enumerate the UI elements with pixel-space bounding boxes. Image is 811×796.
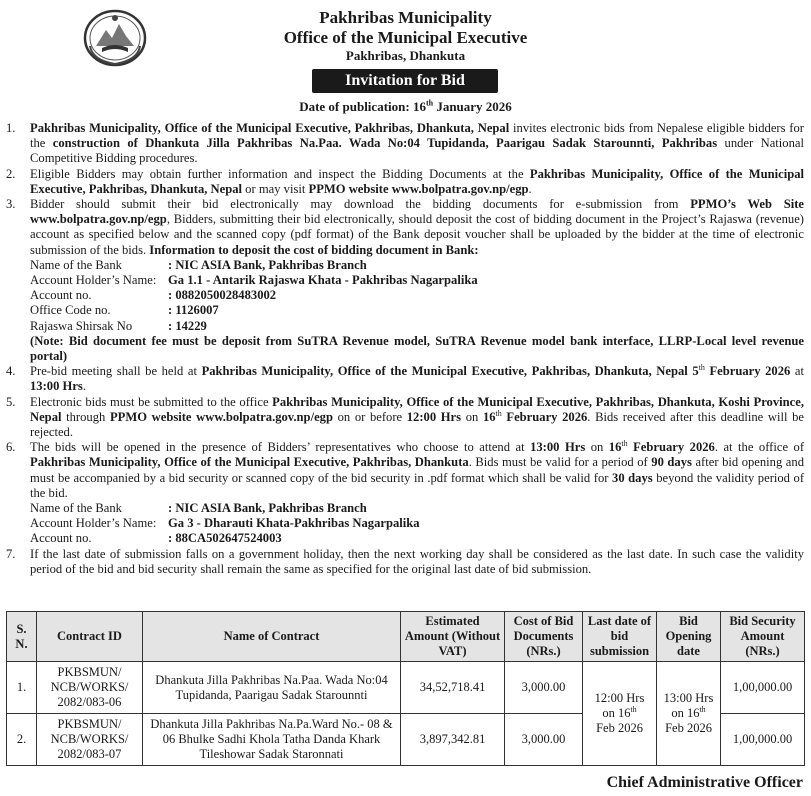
list-item: 1. Pakhribas Municipality, Office of the Municipal Executive, Pakhribas, Dhankuta, Nepal invites electronic bids from Nepalese eligible bidders for the construction of Dhankuta Jilla Pakhribas Na.Paa. Wada No:04 Tupidanda, Paarigau Sadak Starounnti, Pakhribas under National Competitive Bidding procedures. — [6, 121, 804, 166]
account-holder-row: Account Holder’s Name: Ga 3 - Dharauti Khata-Pakhribas Nagarpalika — [30, 516, 420, 531]
office-code-row: Office Code no. : 1126007 — [30, 303, 219, 318]
signatory-title: Chief Administrative Officer — [606, 774, 803, 791]
account-holder-row: Account Holder’s Name: Ga 1.1 - Antarik Rajaswa Khata - Pakhribas Nagarpalika — [30, 273, 478, 288]
list-item: 4. Pre-bid meeting shall be held at Pakhribas Municipality, Office of the Municipal Executive, Pakhribas, Dhankuta, Nepal 5th February 2026 at 13:00 Hrs. — [6, 363, 804, 394]
col-sn: S. N. — [7, 612, 37, 662]
table-row: 2. PKBSMUN/ NCB/WORKS/ 2082/083-07 Dhankuta Jilla Pakhribas Na.Pa.Ward No.- 08 & 06 Bhulke Sadhi Khola Tatha Danda Khark Tileshowar Sadak Staronnati 3,897,342.81 3,000.00 1,00,000.00 — [7, 714, 805, 766]
notice-title-badge: Invitation for Bid — [312, 69, 498, 93]
list-item: 6. The bids will be opened in the presence of Bidders’ representatives who choose to attend at 13:00 Hrs on 16th February 2026. at the office of Pakhribas Municipality, Office of the Municipal Executive, Pakhribas, Dhankuta. Bids must be valid for a period of 90 days after bid opening and must be accompanied by a bid security or scanned copy of the bid security in .pdf format which shall be valid for 30 days beyond the validity period of the bid. Name of the Bank : NIC ASIA Bank, Pakhribas Branch Account Holder’s Name: Ga 3 - Dharauti Khata-Pakhribas Nagarpalika Account no. : 88CA502647524003 — [6, 439, 805, 546]
list-item: 5. Electronic bids must be submitted to the office Pakhribas Municipality, Office of the Municipal Executive, Pakhribas, Dhankuta, Koshi Province, Nepal through PPMO website www.bolpatra.gov.np/egp on or before 12:00 Hrs on 16th February 2026. Bids received after this deadline will be rejected. — [6, 394, 805, 440]
bank-name-row: Name of the Bank : NIC ASIA Bank, Pakhribas Branch — [30, 501, 367, 516]
col-last-date: Last date of bid submission — [583, 612, 657, 662]
list-item: 7. If the last date of submission falls on a government holiday, then the next working day shall be considered as the last date. In such case the validity period of the bid and bid security shall remain the same as specified for the original last date of bid submission. — [6, 546, 804, 576]
table-row: 1. PKBSMUN/ NCB/WORKS/ 2082/083-06 Dhankuta Jilla Pakhribas Na.Paa. Wada No:04 Tupidanda, Paarigau Sadak Starounnti 34,52,718.41 3,000.00 12:00 Hrs on 16th Feb 2026 13:00 Hrs on 16th Feb 2026 1,00,000.00 — [7, 662, 805, 714]
contracts-table — [6, 611, 805, 766]
col-document-cost: Cost of Bid Documents (NRs.) — [505, 612, 583, 662]
last-submission-date: 12:00 Hrs on 16th Feb 2026 — [583, 662, 657, 766]
office-name: Office of the Municipal Executive — [283, 28, 528, 47]
office-location: Pakhribas, Dhankuta — [345, 48, 466, 63]
publication-date: Date of publication: 16th January 2026 — [299, 98, 512, 114]
col-opening-date: Bid Opening date — [657, 612, 721, 662]
col-contract-name: Name of Contract — [143, 612, 401, 662]
table-header-row — [7, 612, 805, 662]
rajaswa-shirsak-row: Rajaswa Shirsak No : 14229 — [30, 318, 207, 333]
bank-name-row: Name of the Bank : NIC ASIA Bank, Pakhribas Branch — [30, 257, 367, 272]
fee-note: (Note: Bid document fee must be deposit from SuTRA Revenue model, SuTRA Revenue model bank interface, LLRP-Local level revenue portal) — [30, 333, 804, 364]
list-item: 3. Bidder should submit their bid electronically may download the bidding documents for e-submission from PPMO’s Web Site www.bolpatra.gov.np/egp, Bidders, submitting their bid electronically, should deposit the cost of bidding document in the Project’s Rajaswa (revenue) account as specified below and the scanned copy (pdf format) of the Bank deposit voucher shall be uploaded by the bidder at the time of electronic submission of the bids. Information to deposit the cost of bidding document in Bank: Name of the Bank : NIC ASIA Bank, Pakhribas Branch Account Holder’s Name: Ga 1.1 - Antarik Rajaswa Khata - Pakhribas Nagarpalika Account no. : 0882050028483002 Office Code no. : 1126007 Rajaswa Shirsak No : 14229 (Note: Bid document fee must be deposit from SuTRA Revenue model, SuTRA Revenue model bank interface, LLRP-Local level revenue portal) — [6, 197, 805, 364]
account-number-row: Account no. : 88CA502647524003 — [30, 531, 282, 546]
bid-opening-date: 13:00 Hrs on 16th Feb 2026 — [657, 662, 721, 766]
account-number-row: Account no. : 0882050028483002 — [30, 288, 277, 303]
col-contract-id: Contract ID — [37, 612, 143, 662]
col-bid-security: Bid Security Amount (NRs.) — [721, 612, 805, 662]
list-item: 2. Eligible Bidders may obtain further information and inspect the Bidding Documents at the Pakhribas Municipality, Office of the Municipal Executive, Pakhribas, Dhankuta, Nepal or may visit PPMO website www.bolpatra.gov.np/egp. — [6, 166, 804, 196]
notice-body — [6, 121, 804, 577]
col-estimated-amount: Estimated Amount (Without VAT) — [401, 612, 505, 662]
municipality-name: Pakhribas Municipality — [319, 8, 492, 27]
